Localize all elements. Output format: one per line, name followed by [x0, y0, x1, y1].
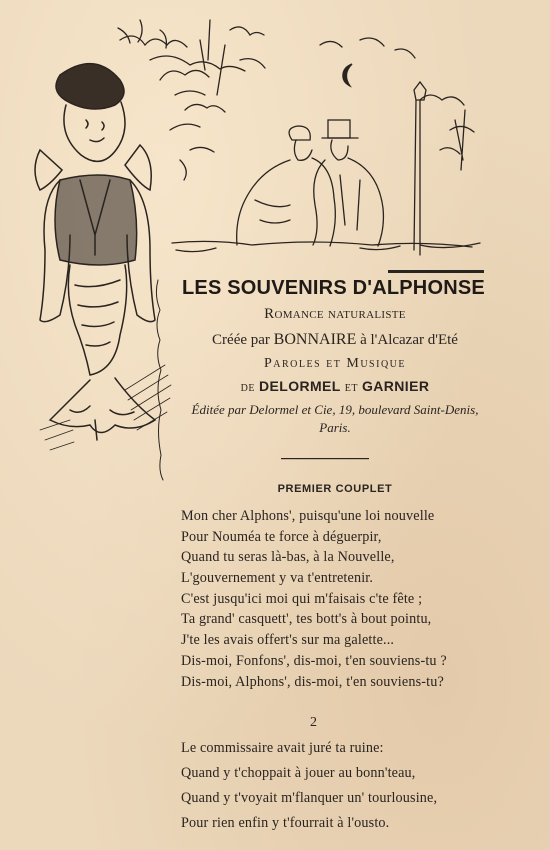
crescent-moon	[343, 64, 352, 86]
authors-line	[180, 378, 490, 396]
title-rule	[388, 270, 484, 273]
publisher-line: Éditée par Delormel et Cie, 19, boulevard Saint-Denis,	[191, 402, 479, 417]
verse-line: Mon cher Alphons', puisqu'une loi nouvelle	[181, 508, 435, 524]
verse-line: C'est jusqu'ici moi qui m'faisais c'te fête ;	[181, 590, 423, 607]
song-title: LES SOUVENIRS D'ALPHONSE	[182, 277, 485, 299]
verse-line: Quand y t'voyait m'flanquer un' tourlousine,	[181, 790, 438, 806]
couple-figures	[237, 120, 384, 246]
couplet-1-verse	[181, 508, 501, 694]
creation-prefix: Créée par	[212, 332, 274, 348]
verse-line: Pour rien enfin y t'fourrait à l'ousto.	[181, 815, 390, 831]
verse-line: Dis-moi, Alphons', dis-moi, t'en souviens-tu?	[181, 673, 444, 690]
authors-prefix: de	[240, 380, 259, 395]
credits-label: Paroles et Musique	[263, 356, 406, 371]
verse-line: Quand tu seras là-bas, à la Nouvelle,	[181, 549, 395, 566]
author-name: GARNIER	[361, 378, 430, 394]
couplet-heading: PREMIER COUPLET	[277, 483, 393, 495]
verse-line: Le commissaire avait juré ta ruine:	[181, 740, 384, 756]
creator-name: BONNAIRE	[273, 331, 357, 348]
section-rule	[281, 458, 369, 459]
verse-line: Dis-moi, Fonfons', dis-moi, t'en souviens-tu ?	[181, 652, 447, 669]
publisher-city: Paris.	[319, 420, 351, 435]
lamp-post	[414, 82, 426, 255]
authors-join: et	[340, 380, 362, 395]
verse-line: Ta grand' casquett', tes bott's à bout pointu,	[181, 611, 432, 628]
verse-line: J'te les avais offert's sur ma galette...	[181, 632, 395, 649]
verse-line: Pour Nouméa te force à déguerpir,	[181, 528, 382, 545]
shading-hatch	[40, 365, 171, 450]
verse-line: Quand y t'choppait à jouer au bonn'teau,	[181, 765, 416, 781]
verse-line: L'gouvernement y va t'entretenir.	[181, 570, 374, 587]
couplet-number: 2	[310, 715, 317, 730]
waiter-figure	[35, 64, 155, 440]
song-genre: Romance naturaliste	[264, 306, 406, 322]
creation-line	[180, 331, 490, 349]
couplet-2-verse	[181, 740, 501, 840]
author-name: DELORMEL	[259, 378, 341, 394]
creation-suffix: à l'Alcazar d'Eté	[356, 332, 458, 348]
